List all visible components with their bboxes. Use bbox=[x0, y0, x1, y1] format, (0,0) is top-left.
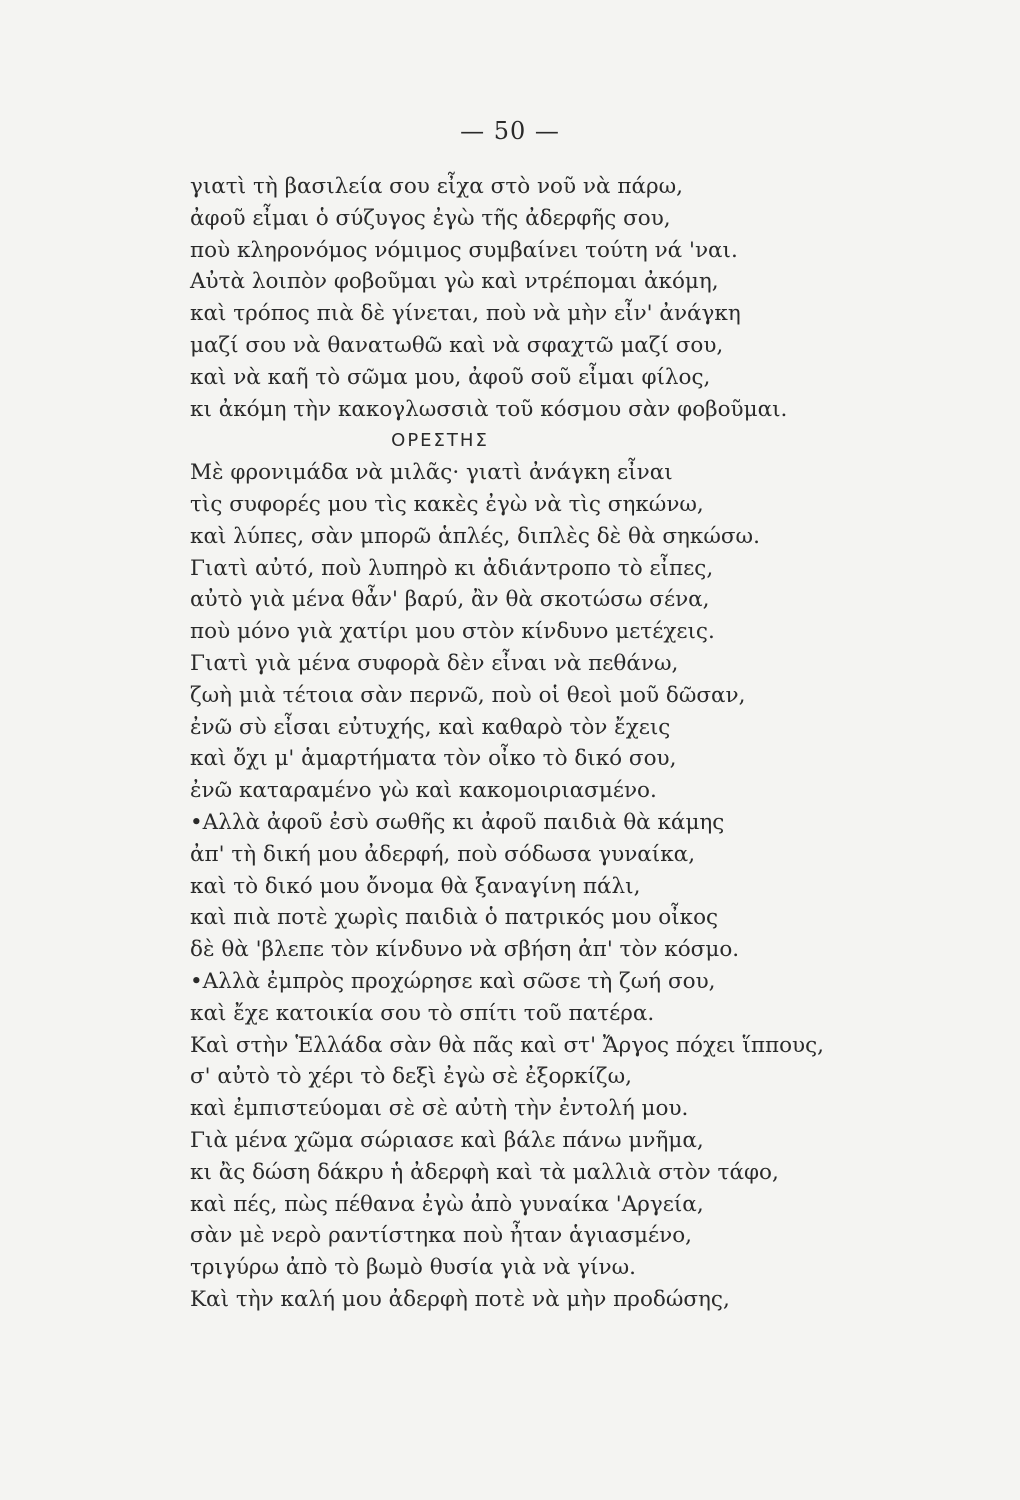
verse-line: Γιατὶ αὐτό, ποὺ λυπηρὸ κι ἀδιάντροπο τὸ εἶπες, bbox=[190, 555, 714, 581]
verse-line: ἀπ' τὴ δική μου ἀδερφή, ποὺ σόδωσα γυναίκα, bbox=[190, 841, 696, 867]
verse-line: Καὶ στὴν Ἑλλάδα σὰν θὰ πᾶς καὶ στ' Ἄργος πόχει ἵππους, bbox=[190, 1032, 824, 1058]
page-number: — 50 — bbox=[460, 117, 560, 145]
verse-line: καὶ τρόπος πιὰ δὲ γίνεται, ποὺ νὰ μὴν εἶν' ἀνάγκη bbox=[190, 301, 741, 327]
verse-line: κι ἀκόμη τὴν κακογλωσσιὰ τοῦ κόσμου σὰν φοβοῦμαι. bbox=[190, 396, 788, 422]
verse-line: καὶ νὰ καῆ τὸ σῶμα μου, ἀφοῦ σοῦ εἶμαι φίλος, bbox=[190, 364, 711, 390]
verse-line: τὶς συφορές μου τὶς κακὲς ἐγὼ νὰ τὶς σηκώνω, bbox=[190, 491, 704, 517]
verse-line: Αὐτὰ λοιπὸν φοβοῦμαι γὼ καὶ ντρέπομαι ἀκόμη, bbox=[190, 269, 719, 295]
verse-line: Γιὰ μένα χῶμα σώριασε καὶ βάλε πάνω μνῆμα, bbox=[190, 1127, 704, 1153]
verse-line: Γιατὶ γιὰ μένα συφορὰ δὲν εἶναι νὰ πεθάνω, bbox=[190, 650, 679, 676]
verse-line: τριγύρω ἀπὸ τὸ βωμὸ θυσία γιὰ νὰ γίνω. bbox=[190, 1255, 636, 1281]
verse-line: σὰν μὲ νερὸ ραντίστηκα ποὺ ἦταν ἁγιασμένο, bbox=[190, 1223, 692, 1249]
verse-line: ζωὴ μιὰ τέτοια σὰν περνῶ, ποὺ οἱ θεοὶ μοῦ δῶσαν, bbox=[190, 682, 746, 708]
verse-line: ποὺ μόνο γιὰ χατίρι μου στὸν κίνδυνο μετέχεις. bbox=[190, 619, 715, 645]
verse-line: καὶ πές, πὼς πέθανα ἐγὼ ἀπὸ γυναίκα 'Αργεία, bbox=[190, 1191, 704, 1217]
verse-line: ποὺ κληρονόμος νόμιμος συμβαίνει τούτη νά 'ναι. bbox=[190, 237, 738, 263]
verse-line: καὶ τὸ δικό μου ὄνομα θὰ ξαναγίνη πάλι, bbox=[190, 873, 641, 899]
verse-line: καὶ λύπες, σὰν μπορῶ ἁπλές, διπλὲς δὲ θὰ σηκώσω. bbox=[190, 523, 760, 549]
verse-line: καὶ ὄχι μ' ἁμαρτήματα τὸν οἶκο τὸ δικό σου, bbox=[190, 746, 677, 772]
verse-line: •Αλλὰ ἀφοῦ ἐσὺ σωθῆς κι ἀφοῦ παιδιὰ θὰ κάμης bbox=[190, 809, 725, 835]
verse-line: καὶ πιὰ ποτὲ χωρὶς παιδιὰ ὁ πατρικός μου οἶκος bbox=[190, 905, 719, 931]
verse-line: •Αλλὰ ἐμπρὸς προχώρησε καὶ σῶσε τὴ ζωή σου, bbox=[190, 968, 716, 994]
verse-line: κι ἂς δώση δάκρυ ἡ ἀδερφὴ καὶ τὰ μαλλιὰ στὸν τάφο, bbox=[190, 1159, 779, 1185]
verse-line: μαζί σου νὰ θανατωθῶ καὶ νὰ σφαχτῶ μαζί σου, bbox=[190, 332, 724, 358]
verse-line: ἐνῶ καταραμένο γὼ καὶ κακομοιριασμένο. bbox=[190, 778, 657, 804]
verse-line: γιατὶ τὴ βασιλεία σου εἶχα στὸ νοῦ νὰ πάρω, bbox=[190, 174, 683, 199]
verse-line: ἀφοῦ εἶμαι ὁ σύζυγος ἐγὼ τῆς ἀδερφῆς σου, bbox=[190, 205, 671, 231]
verse-line: καὶ ἔχε κατοικία σου τὸ σπίτι τοῦ πατέρα. bbox=[190, 1000, 655, 1026]
verse-line: αὐτὸ γιὰ μένα θἆν' βαρύ, ἂν θὰ σκοτώσω σένα, bbox=[190, 587, 710, 613]
verse-line: Καὶ τὴν καλή μου ἀδερφὴ ποτὲ νὰ μὴν προδώσης, bbox=[190, 1286, 730, 1312]
speaker-name: ΟΡΕΣΤΗΣ bbox=[391, 430, 489, 452]
verse-line: σ' αὐτὸ τὸ χέρι τὸ δεξὶ ἐγὼ σὲ ἐξορκίζω, bbox=[190, 1064, 632, 1090]
verse-line: δὲ θὰ 'βλεπε τὸν κίνδυνο νὰ σβήση ἀπ' τὸν κόσμο. bbox=[190, 937, 740, 963]
verse-line: καὶ ἐμπιστεύομαι σὲ σὲ αὐτὴ τὴν ἐντολή μου. bbox=[190, 1096, 689, 1122]
verse-block-1 bbox=[190, 171, 890, 1316]
verse-line: ἐνῶ σὺ εἶσαι εὐτυχής, καὶ καθαρὸ τὸν ἔχεις bbox=[190, 714, 671, 740]
verse-line: Μὲ φρονιμάδα νὰ μιλᾶς· γιατὶ ἀνάγκη εἶναι bbox=[190, 460, 673, 486]
